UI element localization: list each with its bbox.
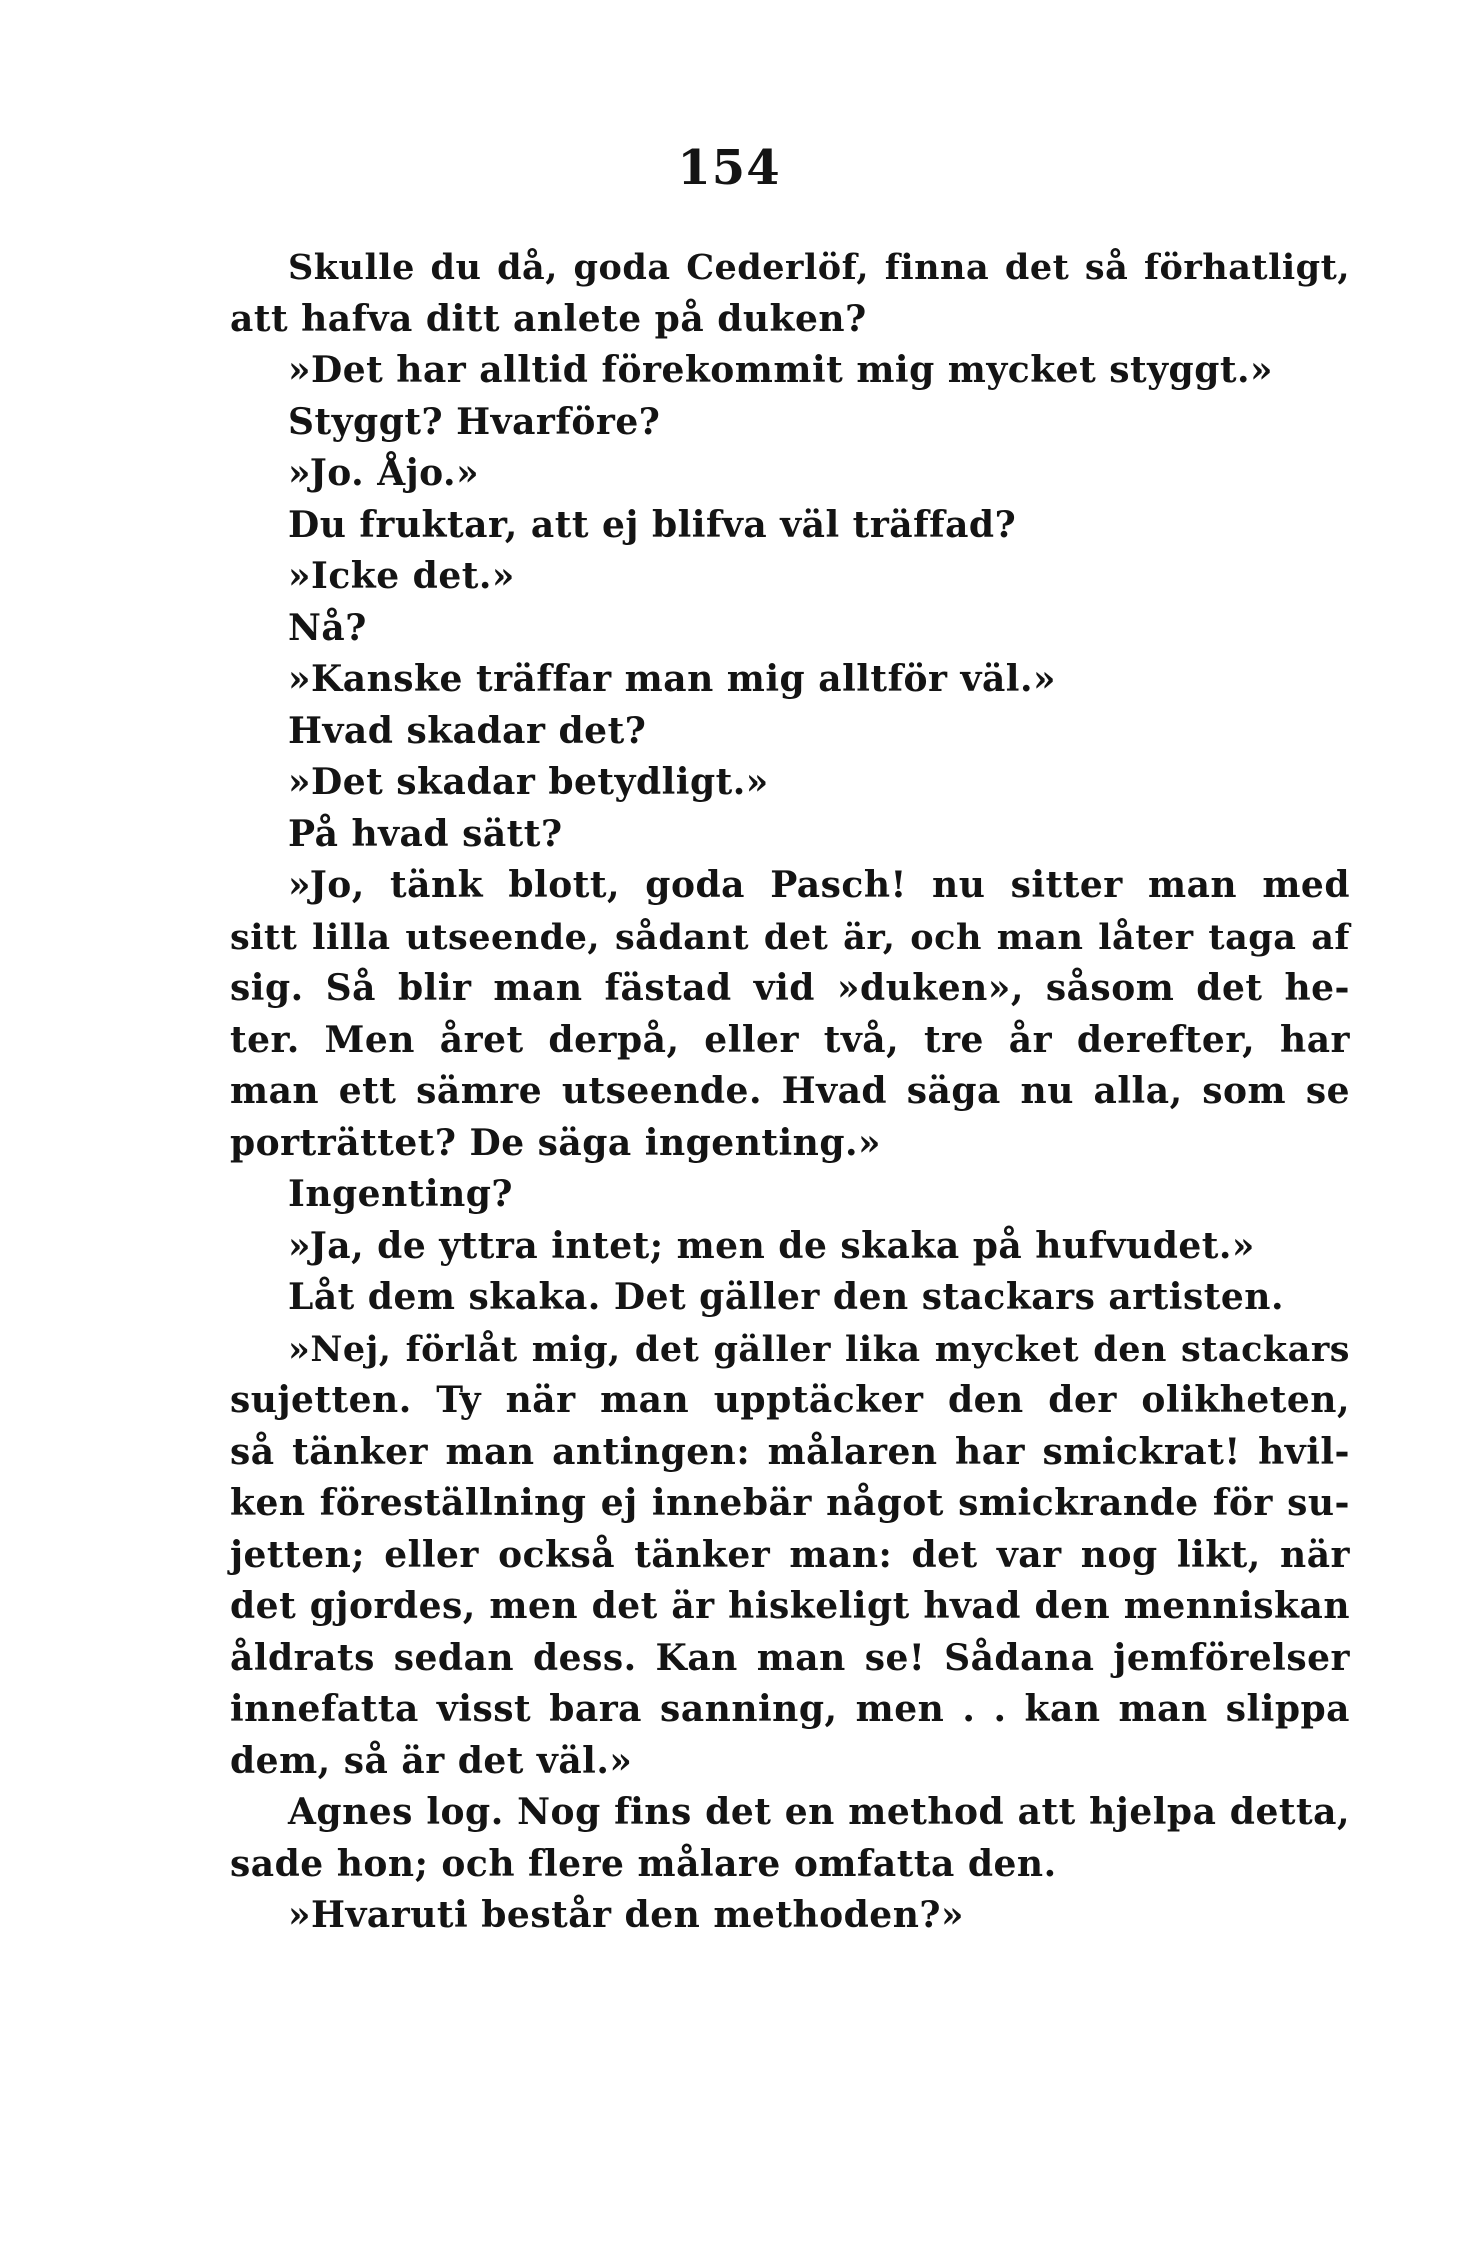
text-line: jetten; eller också tänker man: det var nog likt, när xyxy=(230,1533,1350,1576)
text-line: så tänker man antingen: målaren har smickrat! hvil- xyxy=(230,1430,1350,1473)
text-line: »Hvaruti består den methoden?» xyxy=(288,1894,964,1936)
text-line: sujetten. Ty när man upptäcker den der olikheten, xyxy=(230,1379,1350,1421)
text-line: att hafva ditt anlete på duken? xyxy=(230,297,867,340)
text-line: sig. Så blir man fästad vid »duken», såsom det he- xyxy=(230,967,1350,1009)
text-line: På hvad sätt? xyxy=(288,812,563,855)
text-line: Skulle du då, goda Cederlöf, finna det så förhatligt, xyxy=(288,247,1350,288)
text-line: det gjordes, men det är hiskeligt hvad den menniskan xyxy=(230,1585,1350,1627)
text-line: dem, så är det väl.» xyxy=(230,1739,633,1782)
text-line: Ingenting? xyxy=(288,1173,514,1215)
text-line: ter. Men året derpå, eller två, tre år derefter, har xyxy=(230,1018,1350,1061)
text-line: Styggt? Hvarföre? xyxy=(288,400,661,443)
text-line: Nå? xyxy=(288,606,367,649)
text-line: »Det har alltid förekommit mig mycket styggt.» xyxy=(288,349,1274,391)
text-line: »Det skadar betydligt.» xyxy=(288,761,769,803)
text-line: Agnes log. Nog fins det en method att hjelpa detta, xyxy=(288,1791,1350,1833)
text-line: »Jo, tänk blott, goda Pasch! nu sitter man med xyxy=(288,864,1350,906)
text-line: åldrats sedan dess. Kan man se! Sådana jemförelser xyxy=(230,1636,1350,1679)
text-line: »Kanske träffar man mig alltför väl.» xyxy=(288,658,1057,700)
text-line: »Icke det.» xyxy=(288,555,515,597)
page-body-text xyxy=(230,242,1350,1942)
text-line: »Nej, förlåt mig, det gäller lika mycket den stackars xyxy=(288,1328,1350,1370)
text-line: Du fruktar, att ej blifva väl träffad? xyxy=(288,503,1017,546)
text-line: Låt dem skaka. Det gäller den stackars artisten. xyxy=(288,1276,1284,1318)
text-line: porträttet? De säga ingenting.» xyxy=(230,1121,882,1164)
text-line: Hvad skadar det? xyxy=(288,709,647,752)
text-line: ken föreställning ej innebär något smickrande för su- xyxy=(230,1482,1350,1524)
text-line: innefatta visst bara sanning, men . . kan man slippa xyxy=(230,1688,1350,1730)
text-line: sade hon; och flere målare omfatta den. xyxy=(230,1842,1057,1885)
text-line: »Ja, de yttra intet; men de skaka på hufvudet.» xyxy=(288,1224,1255,1267)
text-line: »Jo. Åjo.» xyxy=(288,452,480,494)
text-line: sitt lilla utseende, sådant det är, och man låter taga af xyxy=(230,916,1350,958)
page-number: 154 xyxy=(677,140,781,196)
text-line: man ett sämre utseende. Hvad säga nu alla, som se xyxy=(230,1070,1350,1112)
